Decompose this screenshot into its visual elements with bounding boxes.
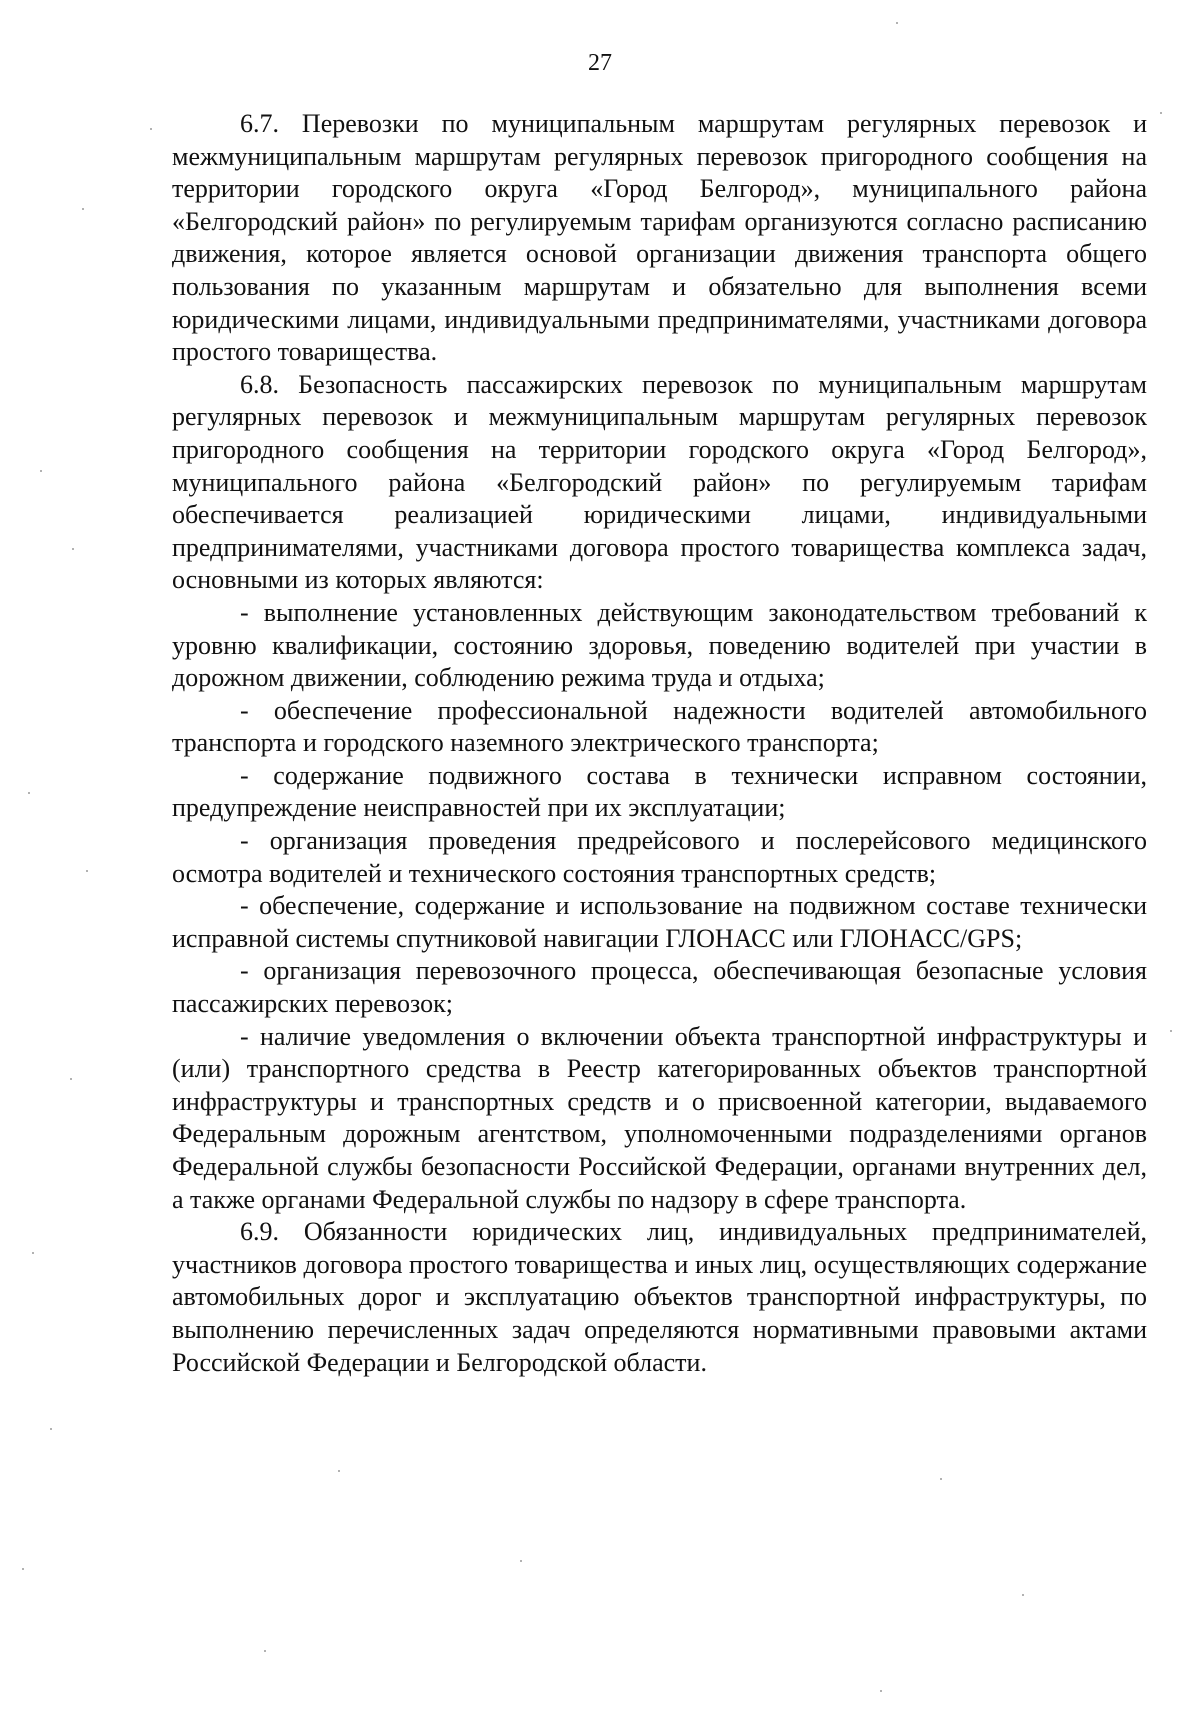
scan-speck [940,1478,942,1480]
scan-speck [72,548,74,550]
list-item-registry-notice: - наличие уведомления о включении объекта транспортной инфраструктуры и (или) транспортного средства в Реестр категорированных объектов транспортной инфраструктуры и транспортных средств и о присвоенной категории, выдаваемого Федеральным дорожным агентством, уполномоченными подразделениями органов Федеральной службы безопасности Российской Федерации, органами внутренних дел, а также органами Федеральной службы по надзору в сфере транспорта. [172,1021,1147,1214]
paragraph-6-8: 6.8. Безопасность пассажирских перевозок по муниципальным маршрутам регулярных перевозок и межмуниципальным маршрутам регулярных перевозок пригородного сообщения на территории городского округа «Город Белгород», муниципального района «Белгородский район» по регулируемым тарифам обеспечивается реализацией юридическими лицами, индивидуальными предпринимателями, участниками договора простого товарищества комплекса задач, основными из которых являются: [172,369,1147,595]
list-item-reliability: - обеспечение профессиональной надежности водителей автомобильного транспорта и городского наземного электрического транспорта; [172,695,1147,758]
scan-speck [520,1560,522,1562]
scan-speck [40,470,42,472]
scan-speck [264,1650,266,1652]
scan-speck [82,208,84,210]
scan-speck [1160,112,1162,114]
paragraph-6-9: 6.9. Обязанности юридических лиц, индивидуальных предпринимателей, участников договора простого товарищества и иных лиц, осуществляющих содержание автомобильных дорог и эксплуатацию объектов транспортной инфраструктуры, по выполнению перечисленных задач определяются нормативными правовыми актами Российской Федерации и Белгородской области. [172,1217,1147,1377]
scan-speck [896,22,898,24]
list-item-navigation: - обеспечение, содержание и использование на подвижном составе технически исправной системы спутниковой навигации ГЛОНАСС или ГЛОНАСС/GPS; [172,891,1147,953]
page-number: 27 [588,50,612,76]
scan-speck [50,1428,52,1430]
scan-speck [70,1078,72,1080]
list-item-rolling-stock: - содержание подвижного состава в технически исправном состоянии, предупреждение неисправностей при их эксплуатации; [172,760,1147,823]
scan-speck [150,128,152,130]
document-body [172,108,1147,1379]
scan-speck [22,1568,24,1570]
list-item-qualification: - выполнение установленных действующим законодательством требований к уровню квалификации, состоянию здоровья, поведению водителей при участии в дорожном движении, соблюдению режима труда и отдыха; [172,597,1147,693]
scan-speck [880,1690,882,1692]
scan-speck [32,1252,34,1254]
scan-speck [1022,1594,1024,1596]
list-item-transport-process: - организация перевозочного процесса, обеспечивающая безопасные условия пассажирских перевозок; [172,956,1147,1019]
scan-speck [28,792,30,794]
scan-speck [86,870,88,872]
paragraph-6-7: 6.7. Перевозки по муниципальным маршрутам регулярных перевозок и межмуниципальным маршрутам регулярных перевозок пригородного сообщения на территории городского округа «Город Белгород», муниципального района «Белгородский район» по регулируемым тарифам организуются согласно расписанию движения, которое является основой организации движения транспорта общего пользования по указанным маршрутам и обязательно для выполнения всеми юридическими лицами, индивидуальными предпринимателями, участниками договора простого товарищества. [172,109,1147,367]
scan-speck [1170,1030,1172,1032]
scan-speck [338,1470,340,1472]
list-item-medical-inspection: - организация проведения предрейсового и послерейсового медицинского осмотра водителей и технического состояния транспортных средств; [172,826,1147,888]
